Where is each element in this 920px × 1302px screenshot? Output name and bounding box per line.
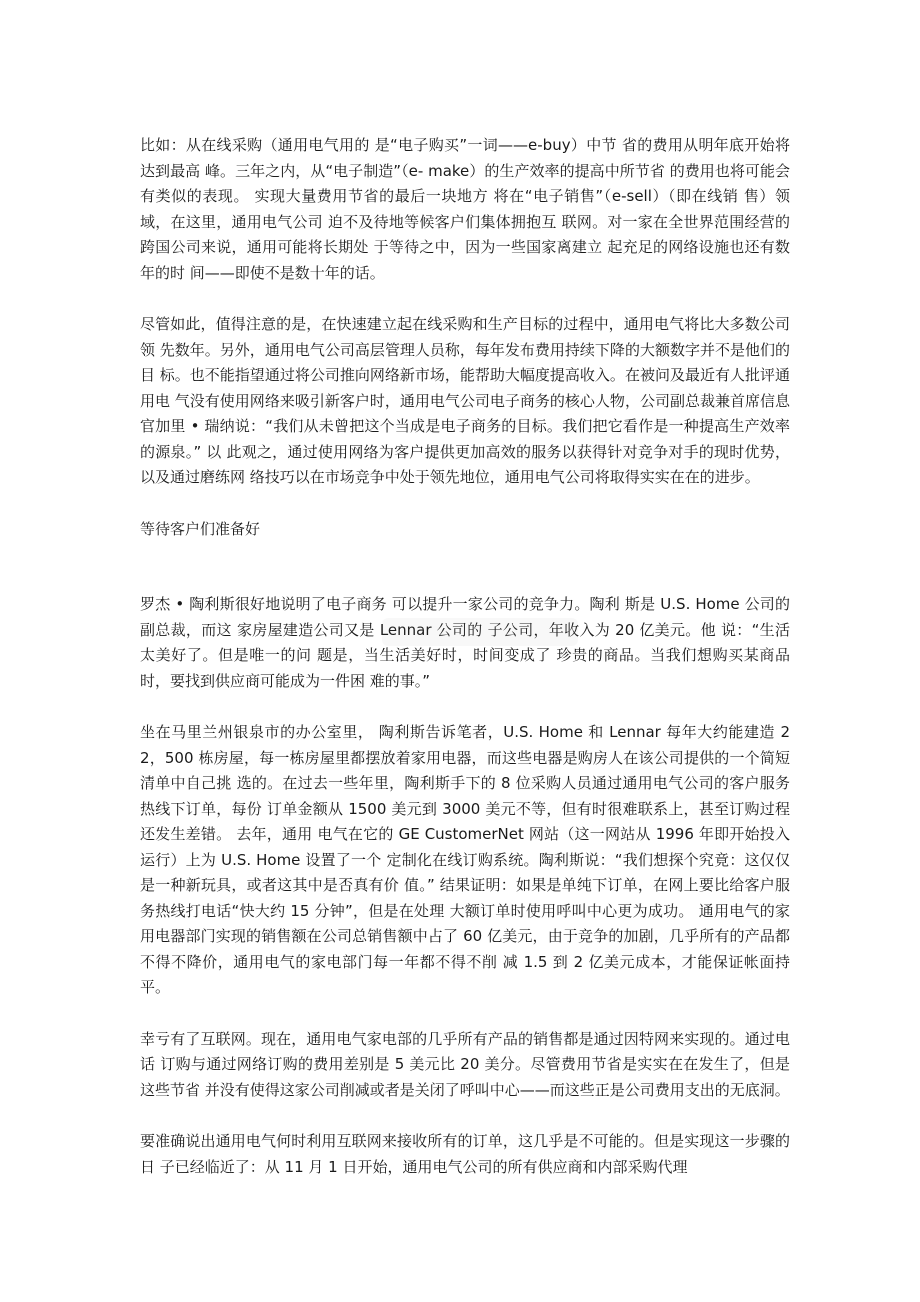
paragraph-internet-sales: 幸亏有了互联网。现在，通用电气家电部的几乎所有产品的销售都是通过因特网来实现的。通过电话 订购与通过网络订购的费用差别是 5 美元比 20 美分。尽管费用节省是实实在在发生了，但是这些节省 并没有使得这家公司削减或者是关闭了呼叫中心——而这些正是公司费用支出的无底洞。	[140, 1029, 790, 1099]
section-heading: 等待客户们准备好	[140, 519, 261, 538]
paragraph-us-home-orders: 坐在马里兰州银泉市的办公室里， 陶利斯告诉笔者，U.S. Home 和 Lennar 每年大约能建造 22，500 栋房屋，每一栋房屋里都摆放着家用电器，而这些电器是购房人在该公司提供的一个简短清单中自己挑 选的。在过去一些年里，陶利斯手下的 8 位采购人员通过通用电气公司的客户服务热线下订单，每份 订单金额从 1500 美元到 3000 美元不等，但有时很难联系上，甚至订购过程还发生差错。 去年，通用 电气在它的 GE CustomerNet 网站（这一网站从 1996 年即开始投入运行）上为 U.S. Home 设置了一个 定制化在线订购系统。陶利斯说：“我们想探个究竟：这仅仅是一种新玩具，或者这其中是否真有价 值。” 结果证明：如果是单纯下订单，在网上要比给客户服务热线打电话“快大约 15 分钟”，但是在处理 大额订单时使用呼叫中心更为成功。 通用电气的家用电器部门实现的销售额在公司总销售额中占了 60 亿美元，由于竞争的加剧，几乎所有的产品都不得不降价，通用电气的家电部门每一年都不得不削 减 1.5 到 2 亿美元成本，才能保证帐面持平。	[140, 723, 790, 996]
document-body	[140, 133, 790, 1206]
paragraph-ebuy-savings: 比如：从在线采购（通用电气用的 是“电子购买”一词——e-buy）中节 省的费用从明年底开始将达到最高 峰。三年之内，从“电子制造”（e- make）的生产效率的提高中所节省 的费用也将可能会有类似的表现。 实现大量费用节省的最后一块地方 将在“电子销售”（e-sell）（即在线销 售）领域，在这里，通用电气公司 迫不及待地等候客户们集体拥抱互 联网。对一家在全世界范围经营的 跨国公司来说，通用可能将长期处 于等待之中，因为一些国家离建立 起充足的网络设施也还有数年的时 间——即使不是数十年的话。	[140, 136, 790, 282]
paragraph-ge-lead: 尽管如此，值得注意的是，在快速建立起在线采购和生产目标的过程中，通用电气将比大多数公司领 先数年。另外，通用电气公司高层管理人员称，每年发布费用持续下降的大额数字并不是他们的目 标。也不能指望通过将公司推向网络新市场，能帮助大幅度提高收入。在被问及最近有人批评通用电 气没有使用网络来吸引新客户时，通用电气公司电子商务的核心人物，公司副总裁兼首席信息官加里 • 瑞纳说：“我们从未曾把这个当成是电子商务的目标。我们把它看作是一种提高生产效率的源泉。” 以 此观之，通过使用网络为客户提供更加高效的服务以获得针对竞争对手的现时优势，以及通过磨练网 络技巧以在市场竞争中处于领先地位，通用电气公司将取得实实在在的进步。	[140, 315, 790, 486]
paragraph-all-orders: 要准确说出通用电气何时利用互联网来接收所有的订单，这几乎是不可能的。但是实现这一步骤的日 子已经临近了：从 11 月 1 日开始，通用电气公司的所有供应商和内部采购代理	[140, 1132, 790, 1176]
paragraph-roger-tollis: 罗杰 • 陶利斯很好地说明了电子商务 可以提升一家公司的竞争力。陶利 斯是 U.S. Home 公司的副总裁，而这 家房屋建造公司又是 Lennar 公司的 子公司，年收入为 20 亿美元。他 说：“生活太美好了。但是唯一的问 题是，当生活美好时，时间变成了 珍贵的商品。当我们想购买某商品 时，要找到供应商可能成为一件困 难的事。”	[140, 595, 790, 690]
